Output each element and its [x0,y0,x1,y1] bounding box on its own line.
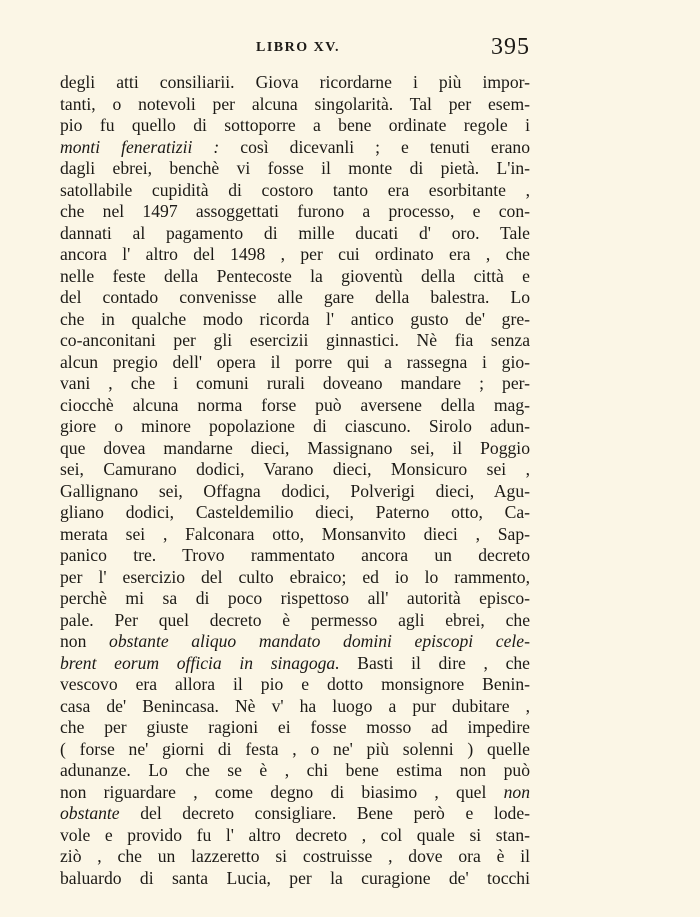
text-segment: vescovo era allora il pio e dotto monsignore Benin- [60,674,530,694]
text-segment: perchè mi sa di poco rispettoso all' autorità episco- [60,588,530,608]
text-segment: gliano dodici, Casteldemilio dieci, Paterno otto, Ca- [60,502,530,522]
text-line [60,696,530,718]
italic-text: brent eorum officia in sinagoga. [60,652,340,673]
text-segment: così dicevanli ; e tenuti erano [219,136,530,157]
text-line [60,94,530,116]
text-segment: satollabile cupidità di costoro tanto era esorbitante , [60,179,530,200]
running-head [60,36,530,66]
text-segment: Gallignano sei, Offagna dodici, Polverigi dieci, Agu- [60,480,530,501]
text-line [60,481,530,503]
text-segment: casa de' Benincasa. Nè v' ha luogo a pur dubitare , [60,695,530,716]
text-segment: che in qualche modo ricorda l' antico gusto de' gre- [60,308,530,329]
text-line [60,72,530,94]
text-line [60,739,530,761]
text-line [60,266,530,288]
text-segment: non [60,631,110,651]
text-segment: sei, Camurano dodici, Varano dieci, Monsicuro sei , [60,459,530,479]
text-segment: dannati al pagamento di mille ducati d' oro. Tale [60,222,530,243]
text-line [60,459,530,481]
text-segment: ziò , che un lazzeretto si costruisse , dove ora è il [60,846,530,866]
text-line [60,588,530,610]
text-segment: ancora l' altro del 1498 , per cui ordinato era , che [60,244,530,264]
text-line [60,760,530,782]
text-segment: che per giuste ragioni ei fosse mosso ad impedire [60,717,530,737]
text-line [60,717,530,739]
text-line [60,115,530,137]
running-title: LIBRO XV. [256,40,341,55]
text-line [60,287,530,309]
page-number: 395 [491,34,530,60]
text-segment: co-anconitani per gli esercizii ginnastici. Nè fia senza [60,330,530,350]
text-line [60,352,530,374]
text-line [60,373,530,395]
text-line [60,545,530,567]
text-line [60,846,530,868]
italic-text: obstante [60,803,120,823]
text-segment: ( forse ne' giorni di festa , o ne' più solenni ) quelle [60,738,530,759]
text-line [60,330,530,352]
text-segment: merata sei , Falconara otto, Monsanvito dieci , Sap- [60,523,530,544]
text-line [60,395,530,417]
italic-text: non [503,781,530,802]
text-segment: ciocchè alcuna norma forse può aversene della mag- [60,394,530,415]
text-segment: giore o minore popolazione di ciascuno. Sirolo adun- [60,416,530,436]
text-line [60,158,530,180]
text-line [60,416,530,438]
text-line [60,244,530,266]
text-line [60,524,530,546]
text-line [60,782,530,804]
text-segment: baluardo di santa Lucia, per la curagione de' tocchi [60,867,530,888]
text-line [60,223,530,245]
text-line [60,438,530,460]
text-segment: vole e provido fu l' altro decreto , col quale si stan- [60,824,530,845]
text-segment: tanti, o notevoli per alcuna singolarità. Tal per esem- [60,93,530,114]
text-line [60,631,530,653]
text-segment: pio fu quello di sottoporre a bene ordinate regole i [60,115,530,135]
text-line [60,868,530,890]
text-line [60,610,530,632]
text-segment: vani , che i comuni rurali doveano mandare ; per- [60,373,530,393]
text-segment: per l' esercizio del culto ebraico; ed io lo rammento, [60,566,530,587]
text-line [60,567,530,589]
text-segment: dagli ebrei, benchè vi fosse il monte di pietà. L'in- [60,158,530,178]
text-line [60,803,530,825]
italic-text: monti feneratizii : [60,136,220,157]
text-line [60,502,530,524]
italic-text: obstante aliquo mandato domini episcopi cele- [109,631,530,651]
text-segment: que dovea mandarne dieci, Massignano sei, il Poggio [60,437,530,458]
text-segment: panico tre. Trovo rammentato ancora un decreto [60,545,530,565]
text-segment: adunanze. Lo che se è , chi bene estima non può [60,760,530,780]
body-text [60,72,530,889]
text-segment: pale. Per quel decreto è permesso agli ebrei, che [60,609,530,630]
text-line [60,309,530,331]
text-line [60,201,530,223]
text-segment: che nel 1497 assoggettati furono a processo, e con- [60,201,530,221]
text-line [60,674,530,696]
text-segment: degli atti consiliarii. Giova ricordarne i più impor- [60,72,530,92]
text-line [60,180,530,202]
text-segment: non riguardare , come degno di biasimo , quel [60,781,504,802]
text-segment: del decreto consigliare. Bene però e lode- [119,803,530,823]
text-segment: alcun pregio dell' opera il porre qui a rassegna i gio- [60,351,530,372]
text-segment: nelle feste della Pentecoste la gioventù della città e [60,265,530,286]
text-line [60,137,530,159]
text-segment: Basti il dire , che [339,652,530,673]
text-segment: del contado convenisse alle gare della balestra. Lo [60,287,530,307]
text-line [60,825,530,847]
text-line [60,653,530,675]
